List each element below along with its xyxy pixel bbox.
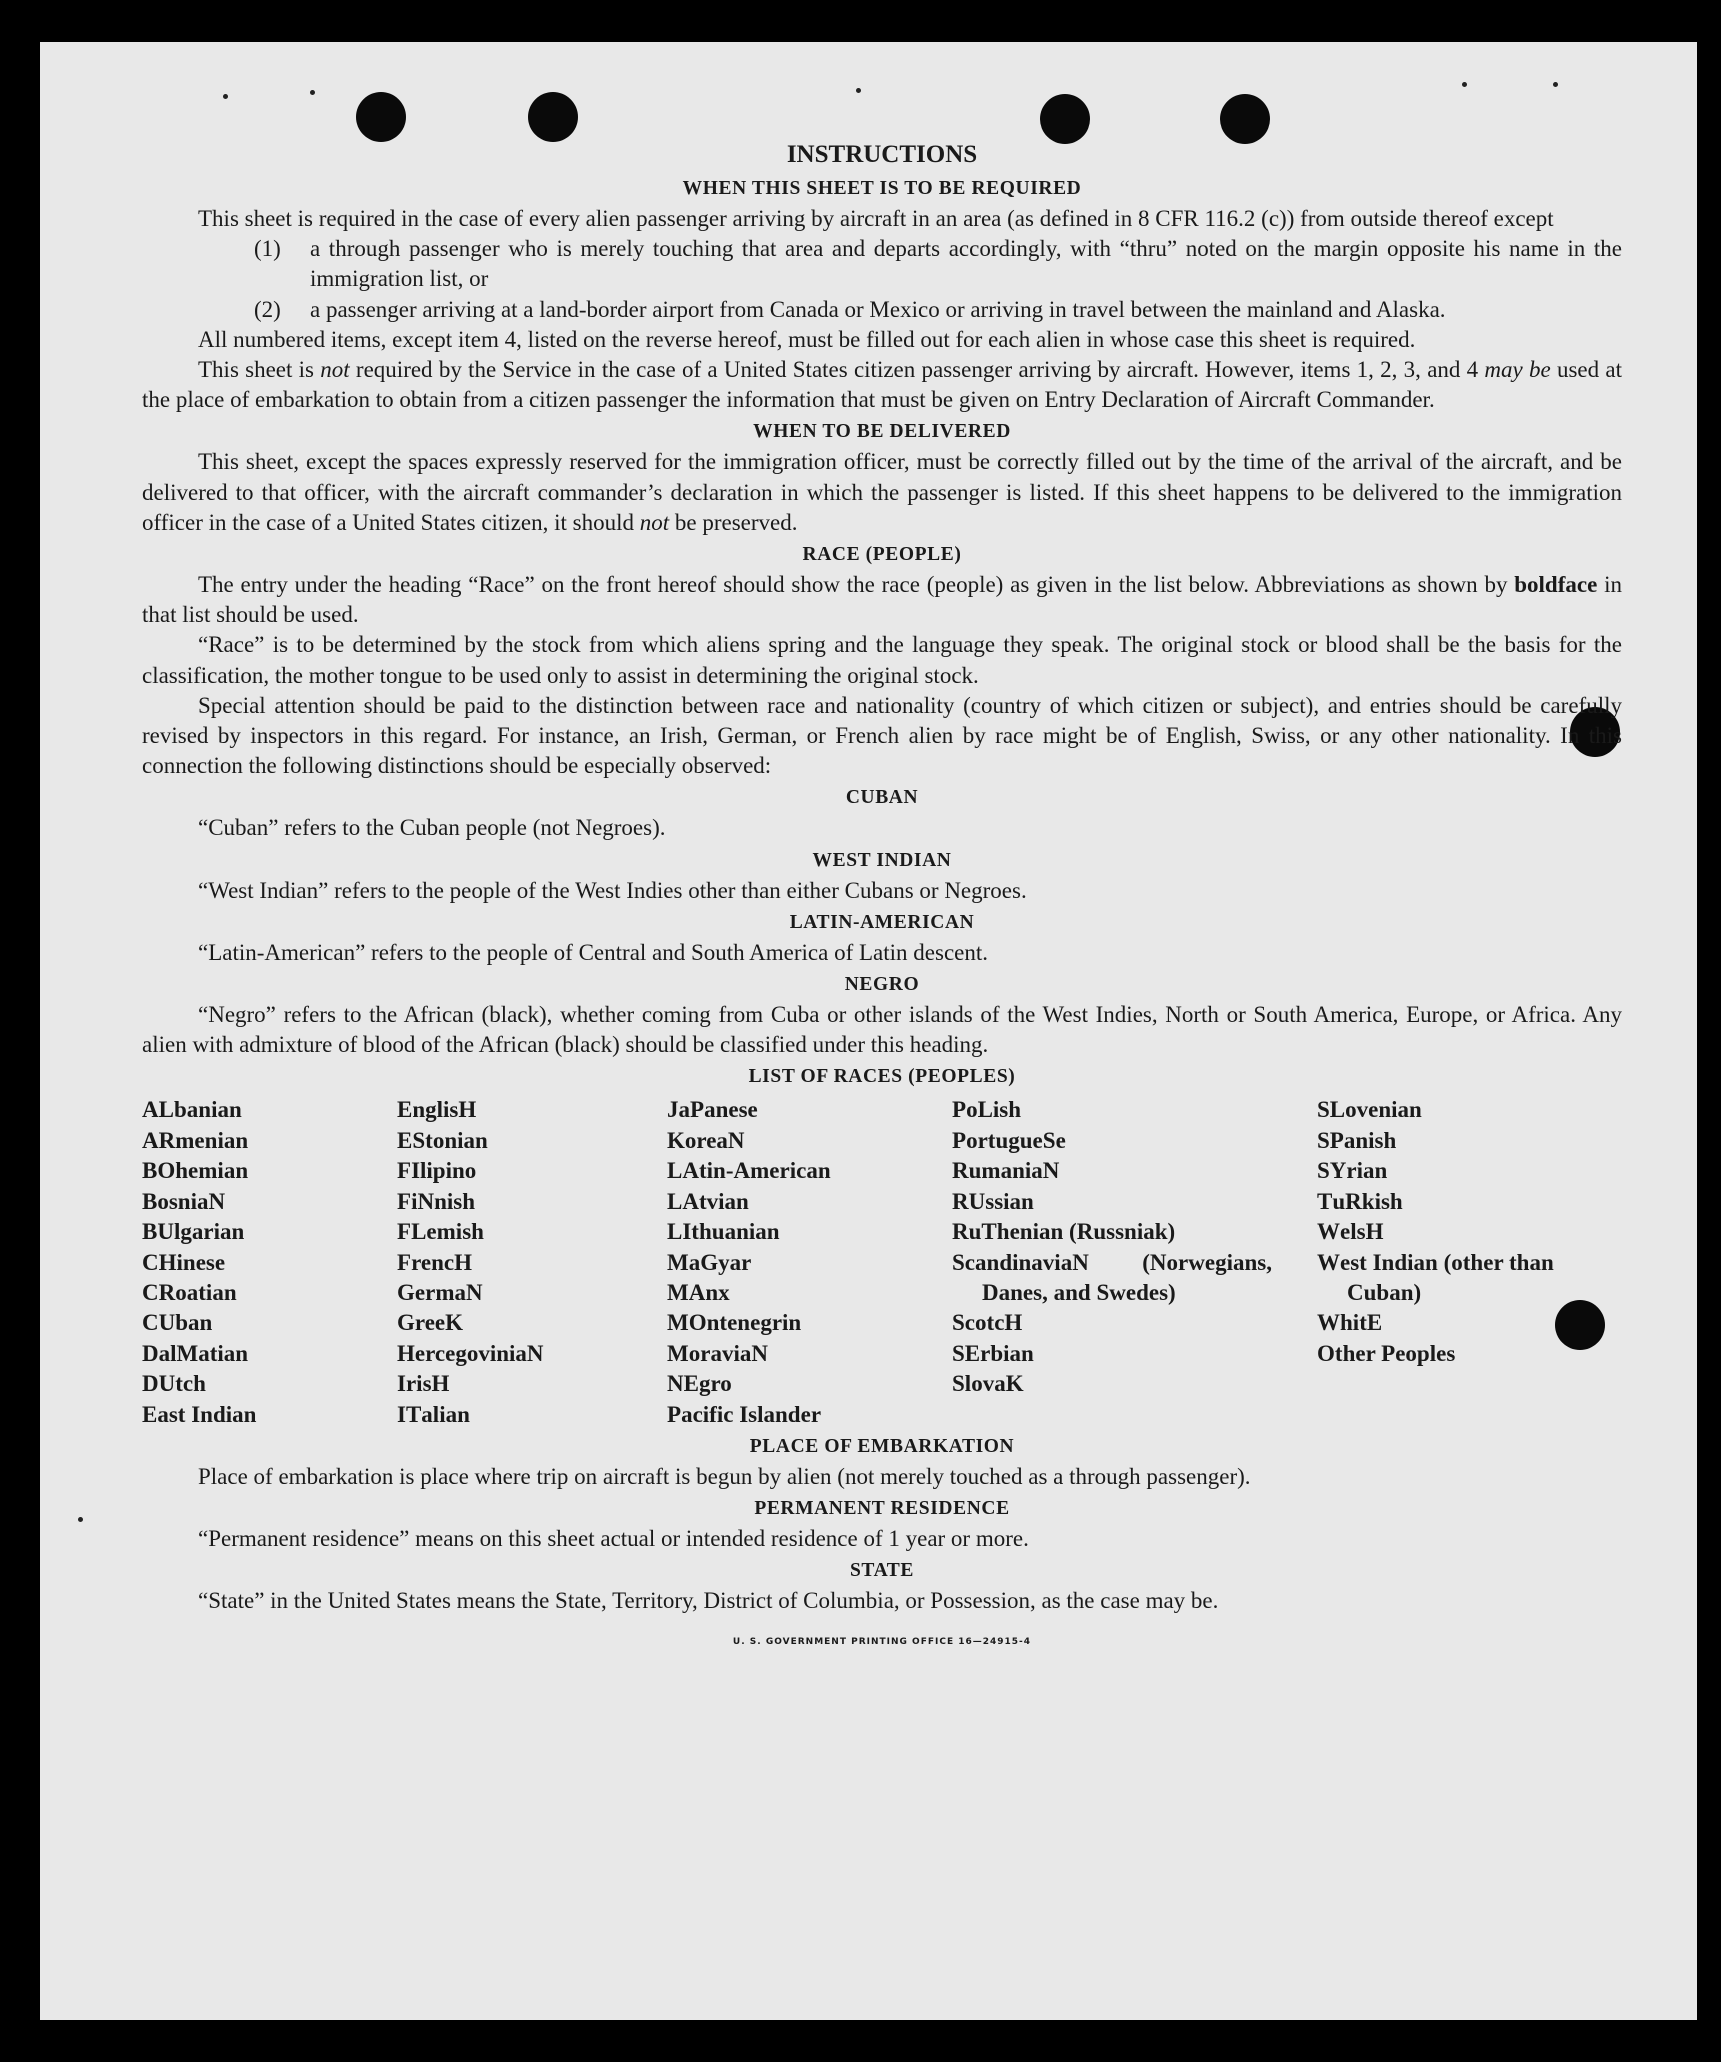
paragraph: “West Indian” refers to the people of the West Indies other than either Cubans or Negroes. — [198, 877, 1027, 903]
text-run: This sheet, except the spaces expressly reserved for the immigration officer, must be correctly filled out by the time of the arrival of the aircraft, and be delivered to that officer, with the aircraft commander’s declaration in which the passenger is listed. If this sheet happens to be delivered to the immigration officer in the case of a United States citizen, it should — [142, 449, 1622, 535]
speck — [223, 94, 228, 99]
races-column — [397, 1095, 667, 1429]
race-entry: HercegoviniaN — [397, 1340, 544, 1366]
paragraph — [142, 570, 1622, 630]
emphasis: not — [320, 357, 350, 383]
race-entry: ScotcH — [952, 1310, 1023, 1336]
races-column — [667, 1095, 952, 1429]
race-entry: West Indian (other than Cuban) — [1317, 1249, 1554, 1305]
race-entry: MaGyar — [667, 1249, 752, 1275]
race-entry: ScandinaviaN (Norwegians, Danes, and Swedes) — [952, 1249, 1272, 1305]
race-entry: SlovaK — [952, 1371, 1024, 1397]
races-list — [142, 1095, 1622, 1429]
section-heading-latin-american: LATIN-AMERICAN — [789, 911, 975, 933]
paragraph: Place of embarkation is place where trip on aircraft is begun by alien (not merely touched as a through passenger). — [198, 1463, 1251, 1489]
speck — [1553, 82, 1558, 87]
race-entry: DUtch — [142, 1371, 206, 1397]
paragraph: “Cuban” refers to the Cuban people (not Negroes). — [198, 815, 666, 841]
speck — [856, 88, 861, 93]
paragraph — [142, 447, 1622, 538]
races-column — [142, 1095, 397, 1429]
race-entry: ALbanian — [142, 1097, 242, 1123]
section-heading-race: RACE (PEOPLE) — [802, 544, 962, 566]
paragraph: “State” in the United States means the State, Territory, District of Columbia, or Possession, as the case may be. — [198, 1588, 1219, 1614]
race-entry: MOntenegrin — [667, 1310, 802, 1336]
race-entry: CRoatian — [142, 1279, 237, 1305]
race-entry: DalMatian — [142, 1340, 249, 1366]
text-run: This sheet is — [198, 357, 321, 383]
race-entry: FiNnish — [397, 1188, 476, 1214]
races-column — [952, 1095, 1317, 1429]
section-heading-negro: NEGRO — [844, 974, 920, 996]
emphasis: may be — [1484, 357, 1551, 383]
race-entry: RumaniaN — [952, 1158, 1060, 1184]
race-entry: TuRkish — [1317, 1188, 1403, 1214]
race-entry: LAtin-American — [667, 1158, 831, 1184]
paragraph: “Race” is to be determined by the stock from which aliens spring and the language they speak. The original stock or blood shall be the basis for the classification, the mother tongue to be used only to assist in determining the original stock. — [142, 632, 1622, 688]
race-entry: FLemish — [397, 1219, 484, 1245]
section-heading-state: STATE — [849, 1560, 915, 1582]
text-run: The entry under the heading “Race” on the front hereof should show the race (people) as given in the list below. Abbreviations as shown by — [198, 572, 1515, 598]
paragraph: “Negro” refers to the African (black), whether coming from Cuba or other islands of the West Indies, North or South America, Europe, or Africa. Any alien with admixture of blood of the African (black) should be classified under this heading. — [142, 1002, 1622, 1058]
paragraph: “Latin-American” refers to the people of Central and South America of Latin descent. — [198, 939, 988, 965]
race-entry: EStonian — [397, 1127, 488, 1153]
race-entry: BUlgarian — [142, 1219, 245, 1245]
paragraph — [142, 355, 1622, 415]
race-entry: Other Peoples — [1317, 1340, 1456, 1366]
race-entry: RuThenian (Russniak) — [952, 1219, 1176, 1245]
race-entry: SLovenian — [1317, 1097, 1422, 1123]
punch-hole — [528, 92, 578, 142]
race-entry: FrencH — [397, 1249, 472, 1275]
race-entry: EnglisH — [397, 1097, 477, 1123]
text-run: used at the place of embarkation to obtain from a citizen passenger the information that must be given on Entry Declaration of Aircraft Commander. — [142, 357, 1622, 413]
text-run: be preserved. — [669, 509, 798, 535]
race-entry: East Indian — [142, 1401, 257, 1427]
race-entry: BosniaN — [142, 1188, 226, 1214]
emphasis: not — [639, 509, 670, 535]
section-heading-embarkation: PLACE OF EMBARKATION — [749, 1435, 1015, 1457]
text-run: required by the Service in the case of a United States citizen passenger arriving by aircraft. However, items 1, 2, 3, and 4 — [349, 357, 1485, 383]
section-heading-list: LIST OF RACES (PEOPLES) — [748, 1066, 1016, 1088]
paragraph: Special attention should be paid to the distinction between race and nationality (country of which citizen or subject), and entries should be carefully revised by inspectors in this regard. For instance, an Irish, German, or French alien by race might be of English, Swiss, or any other nationality. In this connection the following distinctions should be especially observed: — [142, 692, 1622, 779]
punch-hole — [1040, 94, 1090, 144]
document-content — [142, 138, 1622, 1657]
punch-hole — [1220, 94, 1270, 144]
item-text: a through passenger who is merely touching that area and departs accordingly, with “thru” noted on the margin opposite his name in the immigration list, or — [310, 236, 1622, 292]
section-heading-delivered: WHEN TO BE DELIVERED — [753, 421, 1011, 443]
race-entry: NEgro — [667, 1371, 732, 1397]
race-entry: Pacific Islander — [667, 1401, 822, 1427]
race-entry: RUssian — [952, 1188, 1034, 1214]
bold-text: boldface — [1514, 572, 1598, 598]
paragraph: “Permanent residence” means on this sheet actual or intended residence of 1 year or more. — [198, 1526, 1029, 1552]
race-entry: LIthuanian — [667, 1219, 780, 1245]
race-entry: PortugueSe — [952, 1127, 1066, 1153]
race-entry: ARmenian — [142, 1127, 249, 1153]
item-number: (1) — [254, 236, 281, 262]
section-heading-residence: PERMANENT RESIDENCE — [754, 1498, 1010, 1520]
item-text: a passenger arriving at a land-border airport from Canada or Mexico or arriving in travel between the mainland and Alaska. — [310, 296, 1446, 322]
item-number: (2) — [254, 296, 281, 322]
race-entry: GermaN — [397, 1279, 483, 1305]
race-entry: ITalian — [397, 1401, 470, 1427]
race-entry: CUban — [142, 1310, 213, 1336]
section-heading-west-indian: WEST INDIAN — [812, 849, 952, 871]
race-entry: SYrian — [1317, 1158, 1388, 1184]
race-entry: IrisH — [397, 1371, 450, 1397]
paragraph: This sheet is required in the case of every alien passenger arriving by aircraft in an area (as defined in 8 CFR 116.2 (c)) from outside thereof except — [198, 206, 1554, 231]
speck — [78, 1517, 83, 1522]
speck — [1462, 82, 1467, 87]
page-title: INSTRUCTIONS — [786, 141, 978, 168]
races-column — [1317, 1095, 1622, 1429]
list-item — [254, 295, 1622, 325]
race-entry: JaPanese — [667, 1097, 758, 1123]
race-entry: LAtvian — [667, 1188, 749, 1214]
race-entry: GreeK — [397, 1310, 464, 1336]
paragraph: All numbered items, except item 4, listed on the reverse hereof, must be filled out for each alien in whose case this sheet is required. — [198, 326, 1416, 352]
race-entry: PoLish — [952, 1097, 1022, 1123]
race-entry: FIlipino — [397, 1158, 477, 1184]
race-entry: CHinese — [142, 1249, 226, 1275]
race-entry: WhitE — [1317, 1310, 1383, 1336]
race-entry: WelsH — [1317, 1219, 1384, 1245]
section-heading-required: WHEN THIS SHEET IS TO BE REQUIRED — [682, 178, 1082, 199]
race-entry: MAnx — [667, 1279, 730, 1305]
text-run: in that list should be used. — [142, 572, 1623, 628]
speck — [310, 90, 315, 95]
race-entry: KoreaN — [667, 1127, 745, 1153]
race-entry: MoraviaN — [667, 1340, 768, 1366]
race-entry: SPanish — [1317, 1127, 1397, 1153]
race-entry: BOhemian — [142, 1158, 249, 1184]
list-item — [254, 234, 1622, 294]
race-entry: SErbian — [952, 1340, 1034, 1366]
printer-imprint: U. S. GOVERNMENT PRINTING OFFICE 16—24915-4 — [732, 1636, 1032, 1647]
punch-hole — [356, 92, 406, 142]
section-heading-cuban: CUBAN — [845, 787, 919, 809]
document-sheet — [40, 42, 1697, 2020]
